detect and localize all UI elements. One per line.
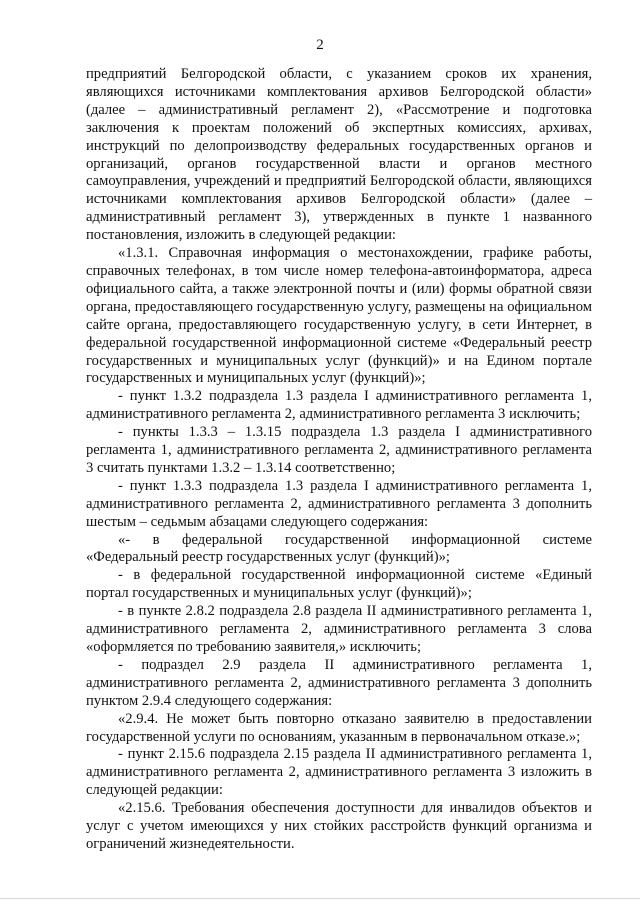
paragraph-item-1-3-2: - пункт 1.3.2 подраздела 1.3 раздела I административного регламента 1, административного регламента 2, административного регламента 3 исключить; [86, 388, 592, 423]
paragraph-federal-registry: «- в федеральной государственной информационной системе «Федеральный реестр государственных услуг (функций)»; [86, 531, 592, 566]
paragraph-items-renumber: - пункты 1.3.3 – 1.3.15 подраздела 1.3 раздела I административного регламента 1, административного регламента 2, административного регламента 3 считать пунктами 1.3.2 – 1.3.14 соответственно; [86, 424, 592, 476]
paragraph-item-2-8-2: - в пункте 2.8.2 подраздела 2.8 раздела II административного регламента 1, административного регламента 2, административного регламента 3 слова «оформляется по требованию заявителя,» исключить; [86, 603, 592, 655]
paragraph-item-2-15-6-text: «2.15.6. Требования обеспечения доступности для инвалидов объектов и услуг с учетом имеющихся у них стойких расстройств функций организма и ограничений жизнедеятельности. [86, 800, 592, 852]
paragraph-item-2-9-4: «2.9.4. Не может быть повторно отказано заявителю в предоставлении государственной услуги по основаниям, указанным в первоначальном отказе.»; [86, 710, 592, 745]
paragraph-item-1-3-1: «1.3.1. Справочная информация о местонахождении, графике работы, справочных телефонах, в том числе номер телефона-автоинформатора, адреса официального сайта, а также электронной почты и (или) формы обратной связи органа, предоставляющего государственную услугу, размещены на официальном сайте органа, предоставляющего государственную услугу, в сети Интернет, в федеральной государственной информационной системе «Федеральный реестр государственных и муниципальных услуг (функций)» и на Едином портале государственных и муниципальных услуг (функций)»; [86, 245, 592, 387]
page-number: 2 [316, 37, 324, 53]
paragraph-subsection-2-9: - подраздел 2.9 раздела II административного регламента 1, административного регламента 2, административного регламента 3 дополнить пунктом 2.9.4 следующего содержания: [86, 656, 592, 709]
paragraph-continuation: предприятий Белгородской области, с указанием сроков их хранения, являющихся источниками комплектования архивов Белгородской области» (далее – административный регламент 2), «Рассмотрение и подготовка заключения к проектам положений об экспертных комиссиях, архивах, инструкций по делопроизводству федеральных государственных органов и организаций, органов государственной власти и органов местного самоуправления, учреждений и предприятий Белгородской области, являющихся источниками комплектования архивов Белгородской области» (далее – административный регламент 3), утвержденных в пункте 1 названного постановления, изложить в следующей редакции: [86, 66, 592, 244]
paragraph-unified-portal: - в федеральной государственной информационной системе «Единый портал государственных и муниципальных услуг (функций)»; [86, 567, 592, 602]
paragraph-item-1-3-3: - пункт 1.3.3 подраздела 1.3 раздела I административного регламента 1, административного регламента 2, административного регламента 3 дополнить шестым – седьмым абзацами следующего содержания: [86, 477, 592, 530]
paragraph-item-2-15-6: - пункт 2.15.6 подраздела 2.15 раздела II административного регламента 1, административного регламента 2, административного регламента 3 изложить в следующей редакции: [86, 746, 592, 799]
page-bottom-edge [0, 898, 640, 899]
document-body [86, 66, 592, 854]
